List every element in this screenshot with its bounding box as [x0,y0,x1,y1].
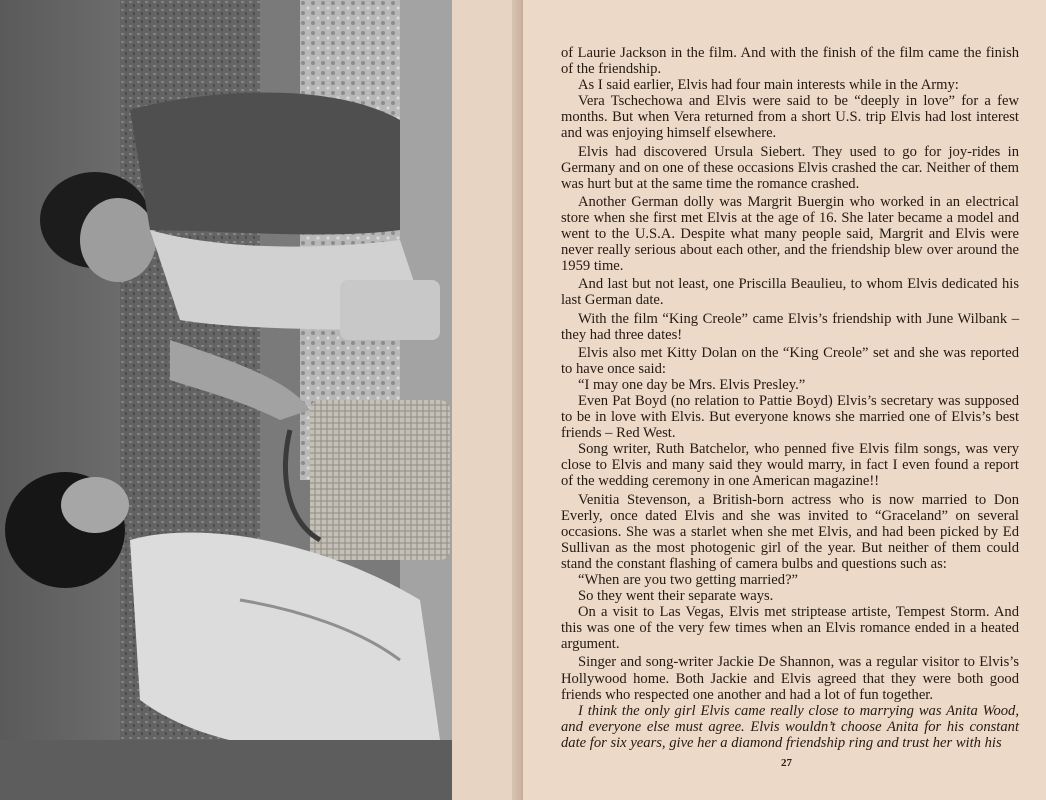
paragraph: On a visit to Las Vegas, Elvis met striptease artiste, Tempest Storm. And this was one of the very few times when an Elvis romance ended in a heated argument. [561,604,1019,653]
paragraph: Elvis also met Kitty Dolan on the “King Creole” set and she was reported to have once said: [561,344,1019,377]
paragraph: As I said earlier, Elvis had four main interests while in the Army: [578,77,959,94]
paragraph: Even Pat Boyd (no relation to Pattie Boyd) Elvis’s secretary was supposed to be in love with Elvis. But everyone knows she married one of Elvis’s best friends – Red West. [561,392,1019,442]
photo-illustration [0,0,452,800]
paragraph-italic: I think the only girl Elvis came really close to marrying was Anita Wood, and everyone else must agree. Elvis wouldn’t choose Anita for his constant date for six years, give her a diamond friendship ring and trust her with his [561,702,1019,751]
paragraph: With the film “King Creole” came Elvis’s friendship with June Wilbank – they had three dates! [561,310,1019,343]
photo-elvis-joan-blackman [0,0,452,800]
paragraph: Vera Tschechowa and Elvis were said to be “deeply in love” for a few months. But when Vera returned from a short U.S. trip Elvis had lost interest and was enjoying himself elsewhere. [561,93,1019,142]
paragraph: Elvis had discovered Ursula Siebert. They used to go for joy-rides in Germany and on one of these occasions Elvis crashed the car. Neither of them was hurt but at the same time the romance crashed. [561,143,1019,192]
article-text [561,45,1019,751]
paragraph: of Laurie Jackson in the film. And with the finish of the film came the finish of the friendship. [561,45,1019,78]
paragraph: Singer and song-writer Jackie De Shannon, was a regular visitor to Elvis’s Hollywood home. Both Jackie and Elvis agreed that they were both good friends who respected one another and had a lot of fun together. [561,654,1019,703]
paragraph: Song writer, Ruth Batchelor, who penned five Elvis film songs, was very close to Elvis and many said they would marry, in fact I even found a report of the wedding ceremony in one American magazine!! [561,441,1019,490]
paragraph: Venitia Stevenson, a British-born actress who is now married to Don Everly, once dated Elvis and she was invited to “Graceland” on several occasions. She was a starlet when she met Elvis, and had been picked by Ed Sullivan as the most photogenic girl of the year. But neither of them could stand the constant flashing of camera bulbs and questions such as: [561,491,1019,572]
photo-caption [452,0,510,800]
paragraph: “When are you two getting married?” [578,572,799,588]
paragraph: So they went their separate ways. [578,588,774,605]
paragraph: “I may one day be Mrs. Elvis Presley.” [578,376,806,393]
paragraph: And last but not least, one Priscilla Beaulieu, to whom Elvis dedicated his last German date. [561,276,1019,309]
paragraph: Another German dolly was Margrit Buergin who worked in an electrical store when she first met Elvis at the age of 16. She later became a model and went to the U.S.A. Despite what many people said, Margrit and Elvis were never really serious about each other, and the friendship blew over around the 1959 time. [561,193,1019,275]
page-number: 27 [781,757,792,769]
